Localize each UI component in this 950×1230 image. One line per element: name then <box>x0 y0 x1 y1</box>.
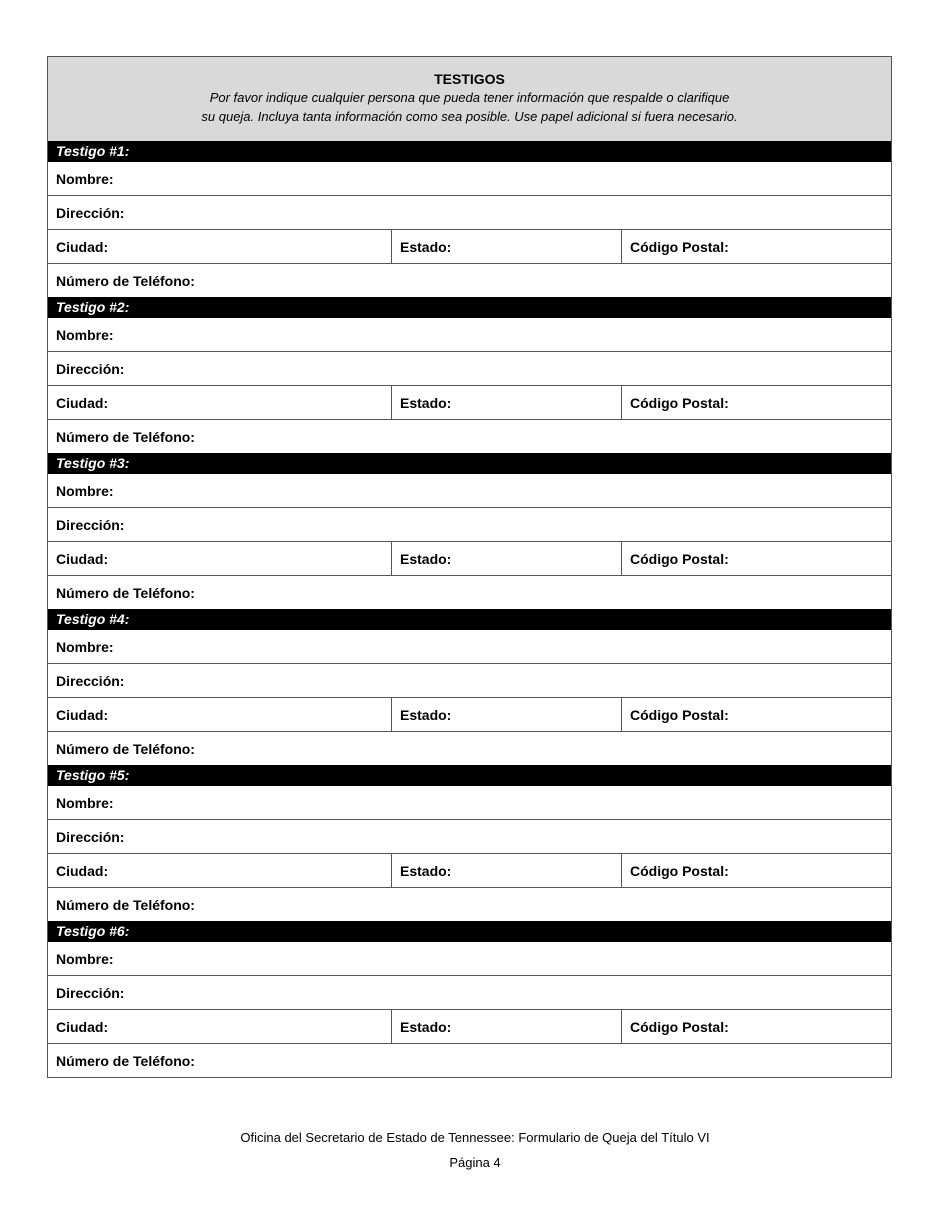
city-field[interactable]: Ciudad: <box>48 542 392 575</box>
witness-form <box>47 56 892 1078</box>
name-label: Nombre: <box>56 482 114 499</box>
witness-4-address-row[interactable] <box>48 663 891 697</box>
state-field[interactable]: Estado: <box>392 542 622 575</box>
name-label: Nombre: <box>56 638 114 655</box>
witness-3-phone-row[interactable] <box>48 575 891 609</box>
zip-field[interactable]: Código Postal: <box>630 1018 729 1035</box>
witness-4-location-row <box>48 697 891 731</box>
witness-5-location-row <box>48 853 891 887</box>
witness-5-name-row[interactable] <box>48 786 891 819</box>
witness-2-header: Testigo #2: <box>48 297 891 318</box>
phone-label: Número de Teléfono: <box>56 740 195 757</box>
witness-2-address-row[interactable] <box>48 351 891 385</box>
witness-1-phone-row[interactable] <box>48 263 891 297</box>
instruction-line-2: su queja. Incluya tanta información como sea posible. Use papel adicional si fuera necesario. <box>201 109 738 124</box>
section-title: TESTIGOS <box>434 71 505 87</box>
city-field[interactable]: Ciudad: <box>48 386 392 419</box>
witness-2-location-row <box>48 385 891 419</box>
zip-field[interactable]: Código Postal: <box>630 394 729 411</box>
witness-1-location-row <box>48 229 891 263</box>
zip-field[interactable]: Código Postal: <box>630 550 729 567</box>
phone-label: Número de Teléfono: <box>56 428 195 445</box>
instruction-line-1: Por favor indique cualquier persona que pueda tener información que respalde o clarifique <box>209 90 730 105</box>
phone-label: Número de Teléfono: <box>56 1052 195 1069</box>
witness-5-phone-row[interactable] <box>48 887 891 921</box>
witness-4-header: Testigo #4: <box>48 609 891 630</box>
witness-2-phone-row[interactable] <box>48 419 891 453</box>
witness-1-header: Testigo #1: <box>48 141 891 162</box>
city-field[interactable]: Ciudad: <box>48 230 392 263</box>
address-label: Dirección: <box>56 672 125 689</box>
witness-3-address-row[interactable] <box>48 507 891 541</box>
witness-2-name-row[interactable] <box>48 318 891 351</box>
witness-5-header: Testigo #5: <box>48 765 891 786</box>
name-label: Nombre: <box>56 950 114 967</box>
state-field[interactable]: Estado: <box>392 854 622 887</box>
witness-5-address-row[interactable] <box>48 819 891 853</box>
witness-1-name-row[interactable] <box>48 162 891 195</box>
name-label: Nombre: <box>56 170 114 187</box>
state-field[interactable]: Estado: <box>392 230 622 263</box>
footer-page-number: Página 4 <box>449 1155 501 1170</box>
witness-4-name-row[interactable] <box>48 630 891 663</box>
city-field[interactable]: Ciudad: <box>48 1010 392 1043</box>
address-label: Dirección: <box>56 204 125 221</box>
zip-field[interactable]: Código Postal: <box>630 238 729 255</box>
name-label: Nombre: <box>56 326 114 343</box>
witness-6-location-row <box>48 1009 891 1043</box>
name-label: Nombre: <box>56 794 114 811</box>
witness-6-phone-row[interactable] <box>48 1043 891 1077</box>
phone-label: Número de Teléfono: <box>56 896 195 913</box>
address-label: Dirección: <box>56 516 125 533</box>
state-field[interactable]: Estado: <box>392 386 622 419</box>
address-label: Dirección: <box>56 984 125 1001</box>
address-label: Dirección: <box>56 828 125 845</box>
city-field[interactable]: Ciudad: <box>48 854 392 887</box>
footer-office: Oficina del Secretario de Estado de Tennessee: Formulario de Queja del Título VI <box>240 1130 710 1145</box>
city-field[interactable]: Ciudad: <box>48 698 392 731</box>
witness-1-address-row[interactable] <box>48 195 891 229</box>
form-header <box>48 57 891 141</box>
witness-3-location-row <box>48 541 891 575</box>
state-field[interactable]: Estado: <box>392 1010 622 1043</box>
address-label: Dirección: <box>56 360 125 377</box>
witness-6-header: Testigo #6: <box>48 921 891 942</box>
witness-6-name-row[interactable] <box>48 942 891 975</box>
state-field[interactable]: Estado: <box>392 698 622 731</box>
witness-3-header: Testigo #3: <box>48 453 891 474</box>
witness-4-phone-row[interactable] <box>48 731 891 765</box>
witness-6-address-row[interactable] <box>48 975 891 1009</box>
zip-field[interactable]: Código Postal: <box>630 706 729 723</box>
phone-label: Número de Teléfono: <box>56 584 195 601</box>
witness-3-name-row[interactable] <box>48 474 891 507</box>
zip-field[interactable]: Código Postal: <box>630 862 729 879</box>
phone-label: Número de Teléfono: <box>56 272 195 289</box>
